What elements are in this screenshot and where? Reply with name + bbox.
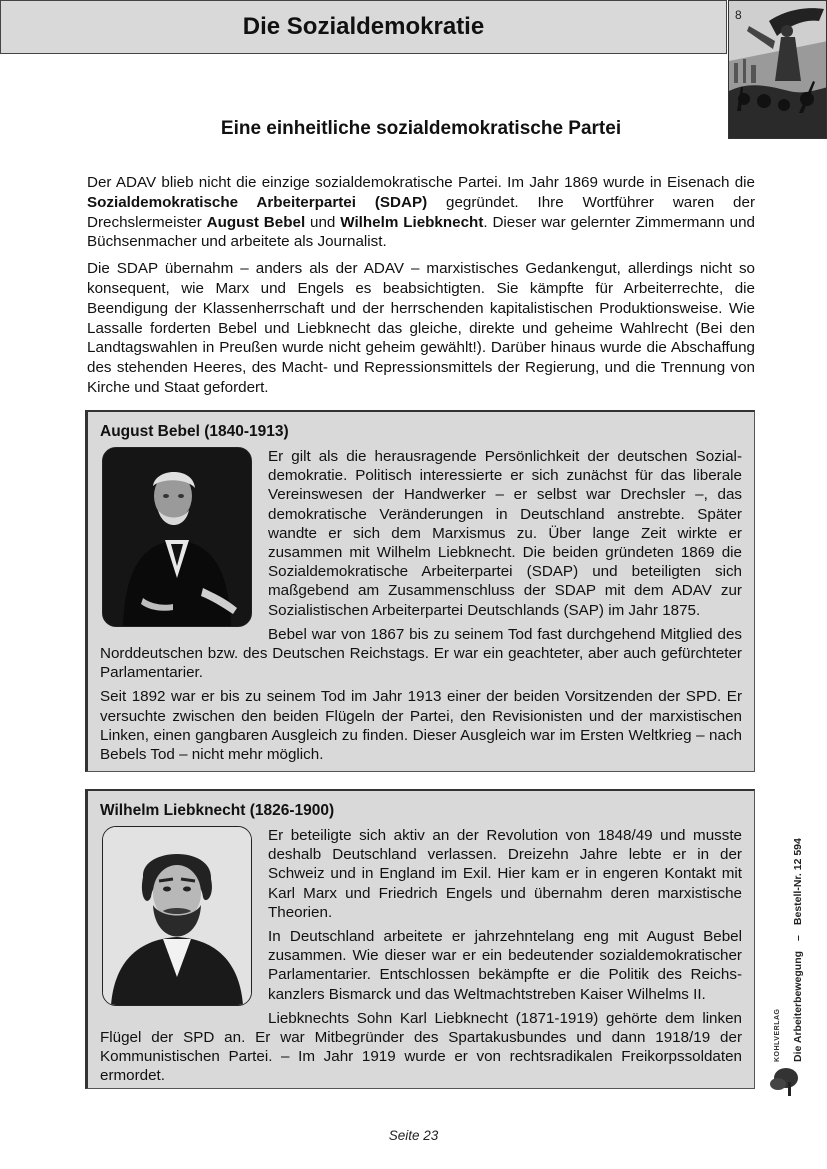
page-title: [0, 0, 727, 54]
series-name: Die Arbeiterbewegung: [792, 950, 804, 1062]
bebel-bio-box: [85, 410, 755, 772]
liebknecht-portrait-image: [102, 826, 252, 1006]
liebknecht-paragraph-3: Liebknechts Sohn Karl Liebknecht (1871-1919) gehörte dem linken Flügel der SPD an. Er war Mitbegründer des Spartakusbundes und dann 1918/19 der Kommunistischen Partei. – Im Jahr 1919 wurde er von rechtsradikalen Freikorpssoldaten ermordet.: [100, 1009, 742, 1085]
bebel-portrait-icon: [103, 448, 251, 626]
svg-text:8: 8: [735, 8, 742, 22]
publisher-tree-icon: [768, 1064, 812, 1098]
text-span: Der ADAV blieb nicht die einzige sozialdemokratische Partei. Im Jahr 1869 wurde in Eisenach die: [87, 174, 755, 191]
bebel-portrait-image: [102, 447, 252, 627]
bold-liebknecht: Wilhelm Liebknecht: [340, 213, 484, 231]
side-series-label: [787, 762, 809, 1062]
bebel-paragraph-1: Er gilt als die herausragende Persönlichkeit der deutschen Sozialdemokratie. Politisch interessierte er sich zunächst für das liberale Vereinswesen der Handwerker – er selbst war Drechsler –, das demokratische Veränderungen in Deutschland anstrebte. Später wandte er sich dem Marxismus zu. Über lange Zeit wirkte er zusammen mit Wilhelm Liebknecht. Die beiden gründeten 1869 die Sozialdemokratische Arbeiterpartei (SDAP) und beteiligten sich maßgebend am Zusammenschluss der SDAP mit dem ADAV zur Sozialistischen Arbeiterpartei Deutschlands (SAP) im Jahr 1875.: [268, 448, 742, 619]
text-span: gegründet. Ihre Wortführer waren der Drechslermeister: [87, 193, 756, 231]
liebknecht-bio-box: [85, 789, 755, 1089]
bold-bebel: August Bebel: [206, 213, 306, 231]
intro-text: [87, 173, 755, 405]
page-title-text: Die Sozialdemokratie: [242, 13, 485, 40]
order-number: Bestell-Nr. 12 594: [792, 838, 804, 926]
series-separator: –: [792, 935, 804, 941]
bebel-heading: August Bebel (1840-1913): [100, 423, 289, 440]
liebknecht-heading: Wilhelm Liebknecht (1826-1900): [100, 802, 335, 819]
bebel-paragraph-2: Bebel war von 1867 bis zu seinem Tod fast durchgehend Mitglied des Norddeutschen bzw. des Deutschen Reichstags. Er war ein geachteter, aber auch gefürchteter Parlamentarier.: [100, 625, 742, 682]
text-span: und: [305, 213, 341, 231]
text-span: . Dieser war gelernter Zimmermann und Büchsenmacher und arbeitete als Journalist.: [87, 213, 755, 251]
intro-paragraph-1: [87, 173, 755, 252]
intro-paragraph-2: Die SDAP übernahm – anders als der ADAV – marxistisches Gedankengut, allerdings nicht so konsequent, wie Marx und Engels es beabsichtigten. Sie kämpfte für Arbeiterrechte, die Beendigung der Klassenherrschaft und der herrschenden kapitalistischen Produktionsweise. Wie Lassalle forderten Bebel und Liebknecht das gleiche, direkte und geheime Wahlrecht (Bei den Landtagswahlen in Preußen wurde nicht geheim gewählt!). Darüber hinaus wurde die Abschaffung des stehenden Heeres, des Macht- und Repressionsmittels der Regierung, und die Trennung von Kirche und Staat gefordert.: [87, 260, 755, 396]
bold-sdap: Sozialdemokratische Arbeiterpartei (SDAP): [87, 193, 428, 211]
publisher-name: KOHLVERLAG: [774, 1008, 781, 1062]
liebknecht-portrait-icon: [103, 827, 251, 1005]
liebknecht-paragraph-2: In Deutschland arbeitete er jahrzehntelang eng mit August Bebel zusammen. Wie dieser war er ein bedeutender sozialdemokratischer Parlamentarier. Entschlossen bekämpfte er die Politik des Reichskanzlers Bismarck und das Weltmachtstreben Kaiser Wilhelms II.: [268, 928, 742, 1003]
section-subtitle: Eine einheitliche sozialdemokratische Partei: [220, 118, 622, 139]
bebel-paragraph-3: Seit 1892 war er bis zu seinem Tod im Jahr 1913 einer der beiden Vorsitzenden der SPD. Er versuchte zwischen den beiden Flügeln der Partei, den Revisionisten und der marxistischen Linken, einen gangbaren Ausgleich zu finden. Dieser Ausgleich war im Ersten Weltkrieg – nach Bebels Tod – nicht mehr möglich.: [100, 688, 742, 764]
page-number: Seite 23: [388, 1128, 439, 1143]
liebknecht-paragraph-1: Er beteiligte sich aktiv an der Revolution von 1848/49 und musste deshalb Deutschland verlassen. Dreizehn Jahre lebte er in der Schweiz und in England im Exil. Hier kam er in engeren Kontakt mit Karl Marx und Friedrich Engels und übernahm deren marxistische Theorien.: [268, 827, 742, 921]
